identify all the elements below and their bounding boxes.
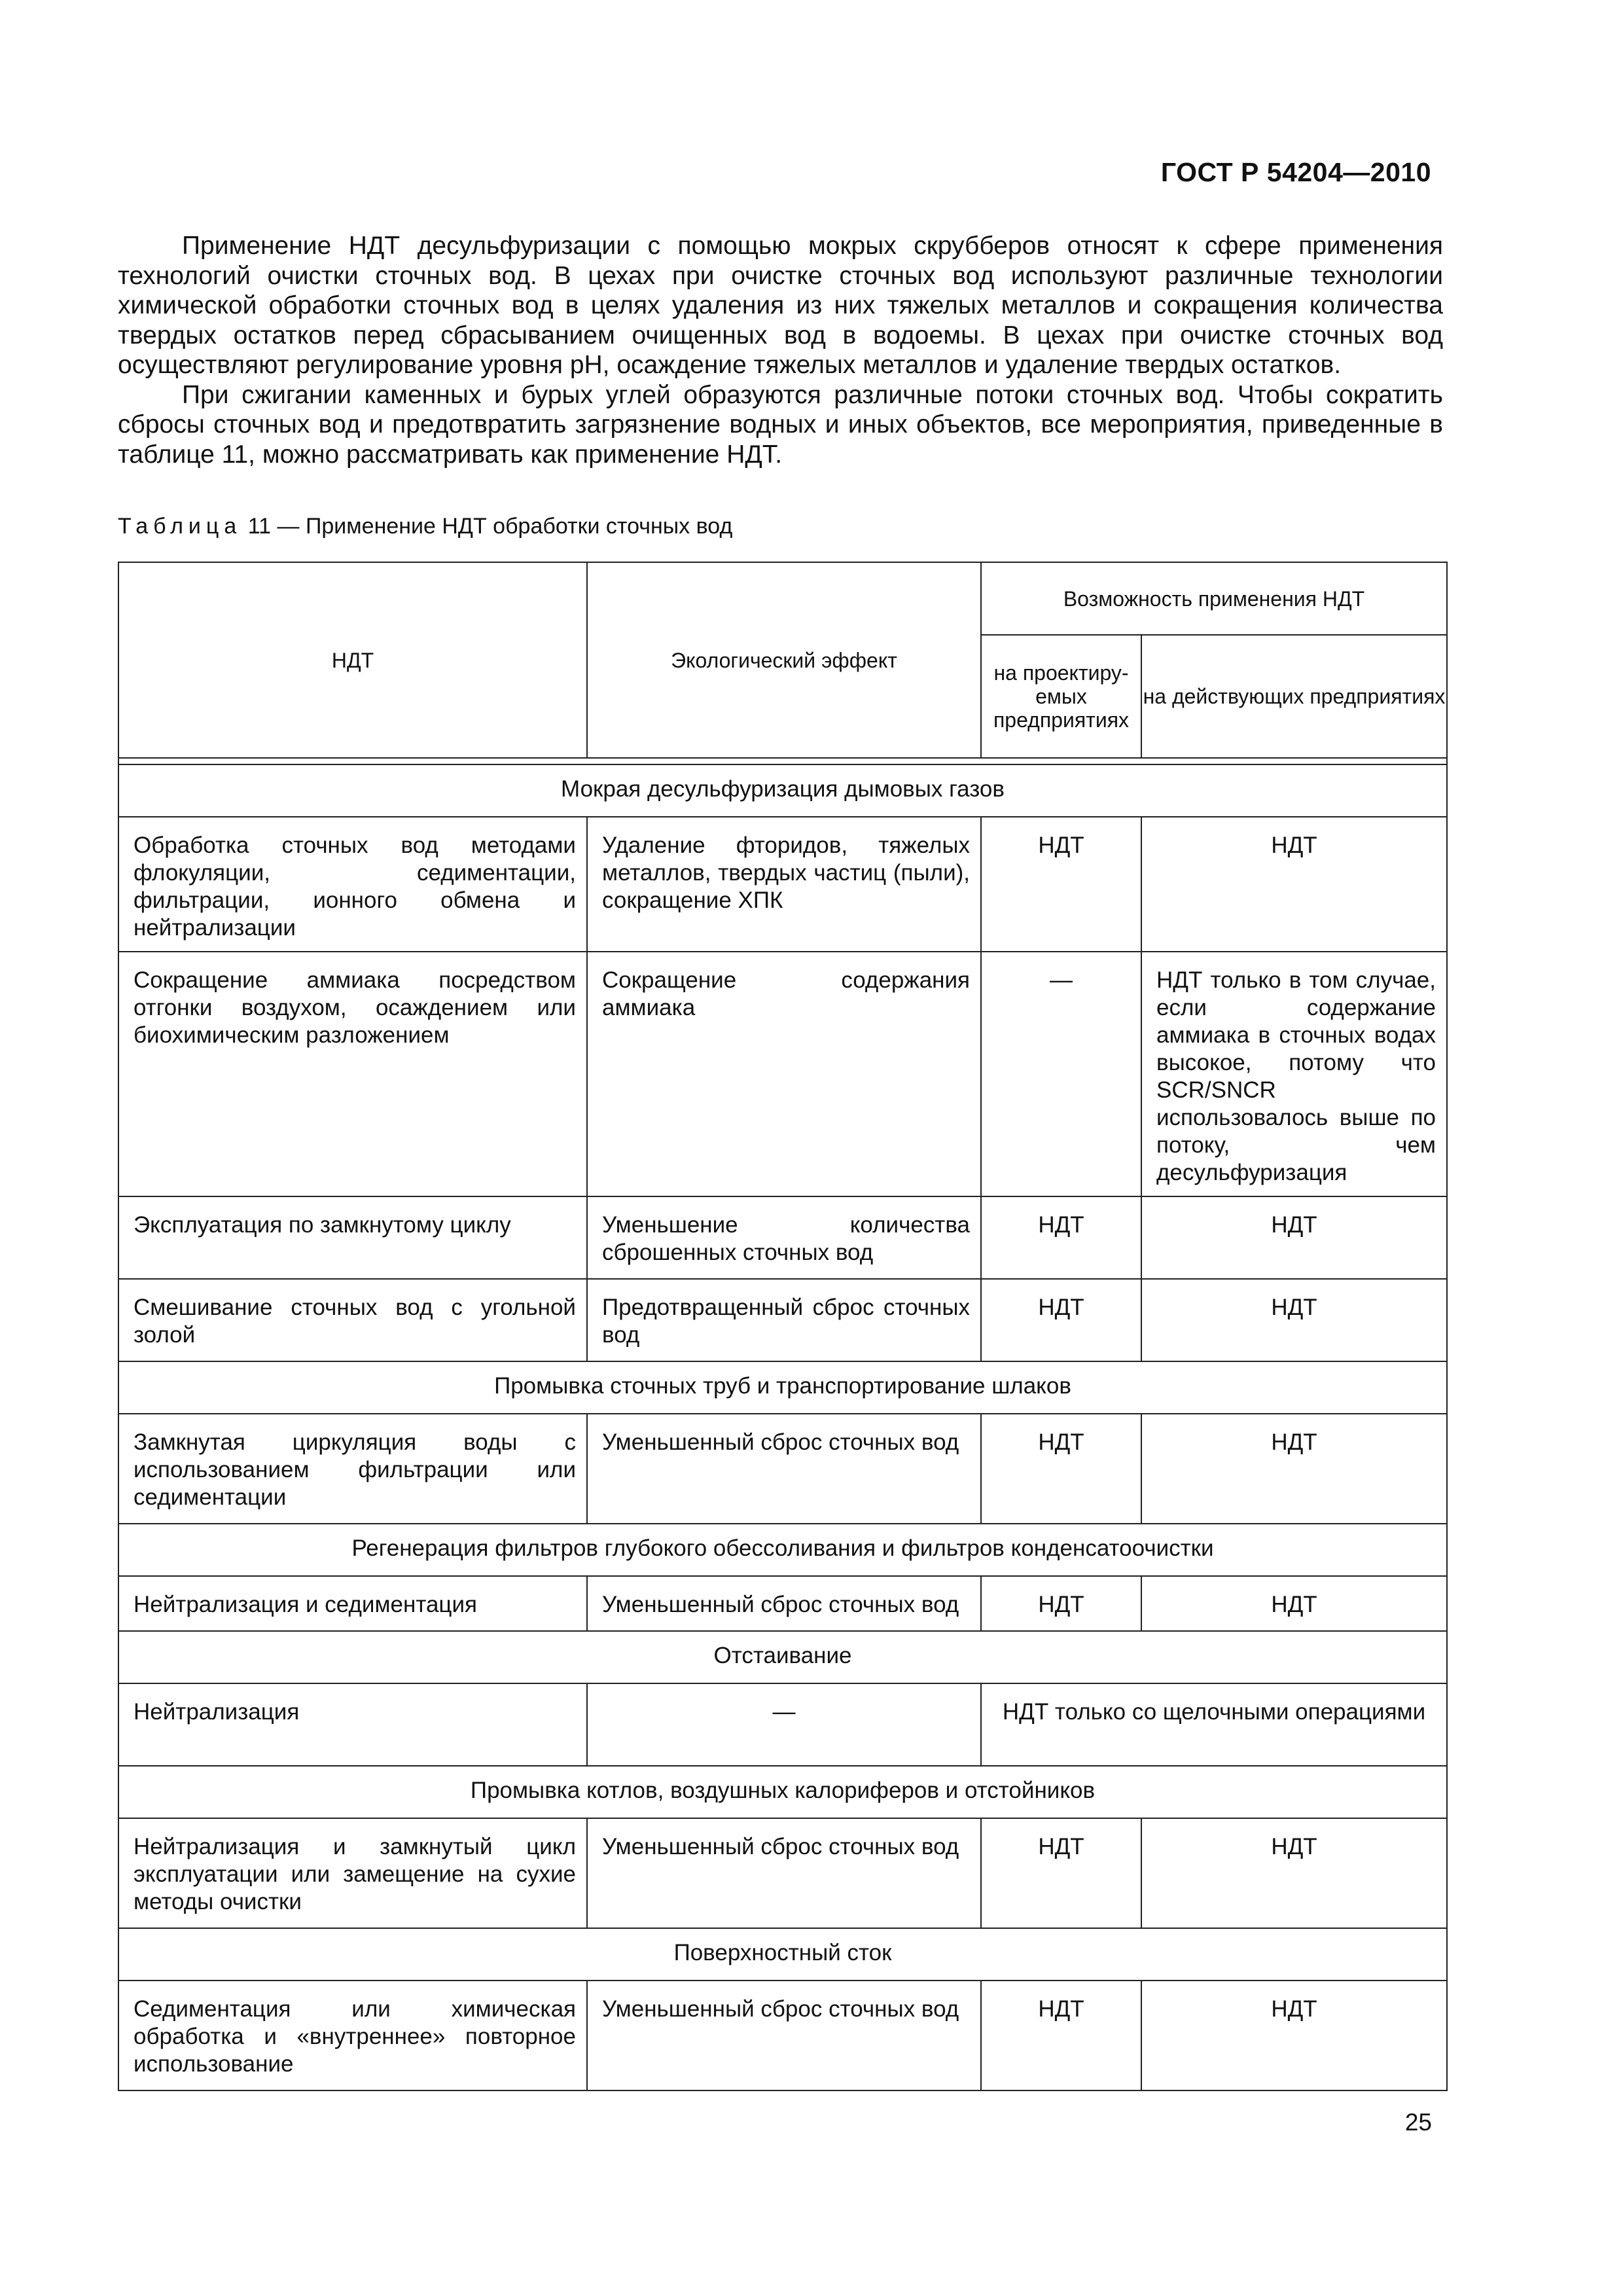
cell-effect: Уменьшенный сброс сточных вод	[587, 1981, 981, 2090]
table-header-row	[118, 562, 1447, 635]
col-header-effect: Экологический эффект	[587, 562, 981, 758]
table-caption	[118, 514, 732, 539]
section-title: Мокрая десульфуризация дымовых газов	[118, 764, 1447, 817]
col-header-applicability: Возможность применения НДТ	[981, 562, 1447, 635]
table-row	[118, 1414, 1447, 1524]
table-section-row	[118, 1631, 1447, 1683]
cell-applicability-merged: НДТ только со щелочными операциями	[981, 1683, 1447, 1766]
cell-ndt: Седиментация или химическая обработка и «внутреннее» повторное использование	[118, 1981, 587, 2090]
cell-designed: НДТ	[981, 1196, 1141, 1279]
table-row	[118, 1196, 1447, 1279]
table-row	[118, 817, 1447, 952]
table-row	[118, 952, 1447, 1196]
cell-effect: Уменьшенный сброс сточных вод	[587, 1576, 981, 1631]
cell-designed: НДТ	[981, 1414, 1141, 1524]
cell-effect: Уменьшение количества сброшенных сточных вод	[587, 1196, 981, 1279]
cell-effect: Предотвращенный сброс сточных вод	[587, 1279, 981, 1361]
cell-existing: НДТ	[1141, 817, 1447, 952]
cell-ndt: Смешивание сточных вод с угольной золой	[118, 1279, 587, 1361]
section-title: Промывка котлов, воздушных калориферов и отстойников	[118, 1766, 1447, 1818]
cell-ndt: Замкнутая циркуляция воды с использованием фильтрации или седиментации	[118, 1414, 587, 1524]
section-title: Регенерация фильтров глубокого обессоливания и фильтров конденсатоочистки	[118, 1524, 1447, 1576]
col-header-designed: на проектиру-емых предприятиях	[981, 635, 1141, 758]
table-row	[118, 1683, 1447, 1766]
cell-designed: НДТ	[981, 1279, 1141, 1361]
ndt-table	[118, 562, 1448, 2091]
cell-ndt: Сокращение аммиака посредством отгонки воздухом, осаждением или биохимическим разложением	[118, 952, 587, 1196]
cell-ndt: Нейтрализация и замкнутый цикл эксплуатации или замещение на сухие методы очистки	[118, 1818, 587, 1928]
cell-ndt: Обработка сточных вод методами флокуляции, седиментации, фильтрации, ионного обмена и нейтрализации	[118, 817, 587, 952]
cell-existing: НДТ	[1141, 1414, 1447, 1524]
paragraph: При сжигании каменных и бурых углей образуются различные потоки сточных вод. Чтобы сократить сбросы сточных вод и предотвратить загрязнение водных и иных объектов, все мероприятия, приведенные в таблице 11, можно рассматривать как применение НДТ.	[118, 380, 1443, 469]
table-section-row	[118, 764, 1447, 817]
cell-designed: НДТ	[981, 1981, 1141, 2090]
document-id: ГОСТ Р 54204—2010	[1160, 157, 1431, 187]
cell-existing: НДТ	[1141, 1279, 1447, 1361]
page-number: 25	[1404, 2109, 1432, 2136]
cell-designed: НДТ	[981, 1576, 1141, 1631]
table-section-row	[118, 1928, 1447, 1981]
paragraph: Применение НДТ десульфуризации с помощью мокрых скрубберов относят к сфере применения технологий очистки сточных вод. В цехах при очистке сточных вод используют различные технологии химической обработки сточных вод в целях удаления из них тяжелых металлов и сокращения количества твердых остатков перед сбрасыванием очищенных вод в водоемы. В цехах при очистке сточных вод осуществляют регулирование уровня pH, осаждение тяжелых металлов и удаление твердых остатков.	[118, 232, 1443, 379]
table-caption-prefix: Таблица	[118, 514, 242, 539]
table-section-row	[118, 1766, 1447, 1818]
table-section-row	[118, 1524, 1447, 1576]
header-divider	[118, 758, 1447, 764]
cell-ndt: Эксплуатация по замкнутому циклу	[118, 1196, 587, 1279]
section-title: Промывка сточных труб и транспортирование шлаков	[118, 1361, 1447, 1414]
cell-existing: НДТ	[1141, 1981, 1447, 2090]
cell-existing: НДТ	[1141, 1576, 1447, 1631]
section-title: Отстаивание	[118, 1631, 1447, 1683]
cell-existing: НДТ	[1141, 1818, 1447, 1928]
col-header-ndt: НДТ	[118, 562, 587, 758]
col-header-existing: на действующих предприятиях	[1141, 635, 1447, 758]
table-row	[118, 1576, 1447, 1631]
cell-designed: —	[981, 952, 1141, 1196]
cell-effect: Уменьшенный сброс сточных вод	[587, 1414, 981, 1524]
cell-existing: НДТ	[1141, 1196, 1447, 1279]
cell-effect: Уменьшенный сброс сточных вод	[587, 1818, 981, 1928]
table-section-row	[118, 1361, 1447, 1414]
table-row	[118, 1818, 1447, 1928]
table-row	[118, 1279, 1447, 1361]
cell-ndt: Нейтрализация и седиментация	[118, 1576, 587, 1631]
cell-effect: —	[587, 1683, 981, 1766]
table-row	[118, 1981, 1447, 2090]
cell-existing: НДТ только в том случае, если содержание аммиака в сточных водах высокое, потому что SCR/SNCR использовалось выше по потоку, чем десульфуризация	[1141, 952, 1447, 1196]
cell-effect: Удаление фторидов, тяжелых металлов, твердых частиц (пыли), сокращение ХПК	[587, 817, 981, 952]
section-title: Поверхностный сток	[118, 1928, 1447, 1981]
cell-ndt: Нейтрализация	[118, 1683, 587, 1766]
cell-designed: НДТ	[981, 1818, 1141, 1928]
cell-designed: НДТ	[981, 817, 1141, 952]
table-caption-title: 11 — Применение НДТ обработки сточных вод	[241, 514, 733, 539]
cell-effect: Сокращение содержания аммиака	[587, 952, 981, 1196]
body-text	[118, 231, 1443, 469]
